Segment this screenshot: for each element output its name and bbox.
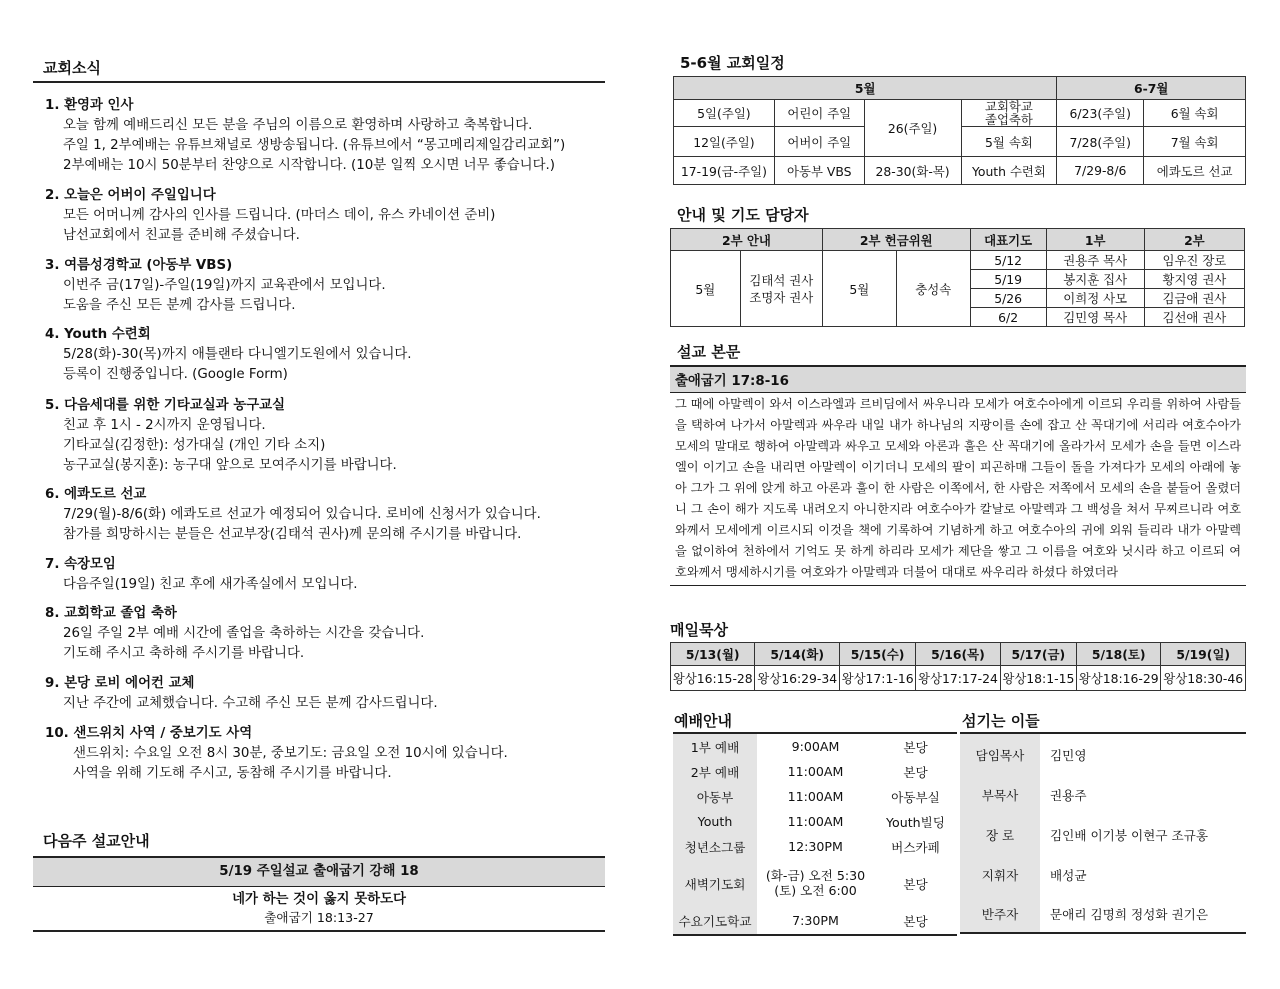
guide-header: 1부 [1046,229,1144,251]
service-name: 새벽기도회 [673,859,757,907]
news-item-line: 26일 주일 2부 예배 시간에 졸업을 축하하는 시간을 갖습니다. [63,626,425,641]
news-item-5 [45,396,397,476]
schedule-cell: 17-19(금-주일) [674,157,775,185]
news-divider [33,81,605,83]
servant-names: 김민영 [1050,747,1087,763]
guide-header: 2부 [1144,229,1244,251]
prayer-1bu: 김민영 목사 [1046,308,1144,327]
service-time-line: (화-금) 오전 5:30 [765,868,866,883]
schedule-cell: 26(주일) [864,100,961,157]
schedule-cell: 7/29-8/6 [1057,157,1144,185]
schedule-title: 5-6월 교회일정 [680,54,785,72]
service-time: 9:00AM [791,739,840,754]
next-sermon-title: 다음주 설교안내 [43,832,150,850]
devotion-day: 5/15(수) [839,643,915,666]
news-item-8 [45,604,424,664]
service-place: 본당 [903,765,928,780]
devotion-passage: 왕상17:1-16 [839,666,915,691]
news-item-4 [45,325,412,385]
usher-name: 김태석 권사 [749,272,814,288]
devotion-passage: 왕상18:16-29 [1076,666,1160,691]
news-item-line: 등록이 진행중입니다. (Google Form) [63,367,288,382]
prayer-2bu: 임우진 장로 [1144,251,1244,270]
schedule-cell [961,100,1057,127]
schedule-cell: 어린이 주일 [774,100,864,127]
service-name: Youth [673,809,757,834]
prayer-date: 6/2 [970,308,1046,327]
devotion-day: 5/18(토) [1076,643,1160,666]
guide-table [670,228,1245,327]
servant-names: 배성균 [1050,867,1087,883]
news-item-line: 7/29(월)-8/6(화) 에콰도르 선교가 예정되어 있습니다. 로비에 신청서가 있습니다. [63,507,541,522]
services-box [673,732,957,936]
service-time: 11:00AM [787,764,844,779]
news-item-line: 다음주일(19일) 친교 후에 새가족실에서 모입니다. [63,577,358,592]
news-item-line: 2부예배는 10시 50분부터 찬양으로 시작합니다. (10분 일찍 오시면 너무 좋습니다.) [63,158,556,173]
guide-header: 대표기도 [970,229,1046,251]
news-item-9 [45,674,438,714]
service-place: 본당 [903,876,928,892]
servant-role: 반주자 [960,894,1040,932]
schedule-cell: 5월 속회 [961,127,1057,157]
sermon-title: 설교 본문 [677,343,741,361]
devotion-passage: 왕상16:15-28 [671,666,755,691]
devotion-passage: 왕상16:29-34 [755,666,839,691]
sermon-reference: 출애굽기 17:8-16 [670,367,1246,393]
news-item-line: 주일 1, 2부예배는 유튜브채널로 생방송됩니다. (유튜브에서 “몽고메리제일감리교회”) [63,138,566,153]
prayer-1bu: 권용주 목사 [1046,251,1144,270]
services-table [673,734,957,934]
schedule-cell-line: 교회학교 [984,99,1033,114]
news-item-line: 사역을 위해 기도해 주시고, 동참해 주시기를 바랍니다. [73,766,392,781]
devotion-table [670,642,1246,691]
devotion-title: 매일묵상 [670,621,728,639]
schedule-cell-line: 졸업축하 [984,112,1033,127]
servant-role: 담임목사 [960,734,1040,774]
schedule-cell: 7/28(주일) [1057,127,1144,157]
servant-names: 권용주 [1050,787,1087,803]
prayer-2bu: 김선애 권사 [1144,308,1244,327]
service-name: 아동부 [673,784,757,809]
guide-month: 5월 [671,251,741,327]
news-item-line: 도움을 주신 모든 분께 감사를 드립니다. [63,298,296,313]
news-item-title: 8. 교회학교 졸업 축하 [45,606,177,621]
prayer-date: 5/26 [970,289,1046,308]
service-place: 버스카페 [891,840,940,855]
schedule-table [673,76,1246,185]
news-item-10 [45,724,508,784]
service-place: 아동부실 [891,790,940,805]
news-item-line: 오늘 함께 예배드리신 모든 분을 주님의 이름으로 환영하며 사랑하고 축복합니다. [63,118,533,133]
schedule-may-header: 5월 [674,77,1057,100]
news-item-3 [45,256,386,316]
news-item-title: 9. 본당 로비 에어컨 교체 [45,676,195,691]
devotion-day: 5/14(화) [755,643,839,666]
news-item-line: 친교 후 1시 - 2시까지 운영됩니다. [63,418,266,433]
prayer-date: 5/19 [970,270,1046,289]
schedule-cell: 아동부 VBS [774,157,864,185]
prayer-2bu: 황지영 권사 [1144,270,1244,289]
service-time [757,859,874,907]
next-sermon-heading: 네가 하는 것이 옳지 못하도다 [232,892,406,907]
servant-names: 문애리 김명희 정성화 권기은 [1050,906,1208,922]
news-item-line: 지난 주간에 교체했습니다. 수고해 주신 모든 분께 감사드립니다. [63,696,438,711]
guide-header: 2부 헌금위원 [822,229,970,251]
news-item-title: 1. 환영과 인사 [45,98,134,113]
schedule-junjul-header: 6-7월 [1057,77,1246,100]
sermon-passage-text: 그 때에 아말렉이 와서 이스라엘과 르비딤에서 싸우니라 모세가 여호수아에게 이르되 우리를 위하여 사람들을 택하여 나가서 아말렉과 싸우라 내일 내가 하나님의 지팡이를 손에 잡고 산 꼭대기에 서리라 여호수아가 모세의 말대로 행하여 아말렉과 싸우고 모세와 아론과 훌은 산 꼭대기에 올라가서 모세가 손을 들면 이스라엘이 이기고 손을 내리면 아말렉이 이기더니 모세의 팔이 피곤하매 그들이 돌을 가져다가 모세의 아래에 놓아 그가 그 위에 앉게 하고 아론과 훌이 한 사람은 이쪽에서, 한 사람은 저쪽에서 모세의 손을 붙들어 올렸더니 그 손이 해가 지도록 내려오지 아니한지라 여호수아가 칼날로 아말렉과 그 백성을 쳐서 무찌르니라 여호와께서 모세에게 이르시되 이것을 책에 기록하여 기념하게 하고 여호수아의 귀에 외워 들리라 내가 아말렉을 없이하여 천하에서 기억도 못 하게 하리라 모세가 제단을 쌓고 그 이름을 여호와 닛시라 하고 이르되 여호와께서 맹세하시기를 여호와가 아말렉과 더불어 대대로 싸우리라 하셨다 하였더라 [675,397,1241,579]
devotion-day: 5/13(월) [671,643,755,666]
devotion-passage: 왕상18:1-15 [1000,666,1076,691]
servants-title: 섬기는 이들 [962,712,1040,730]
news-item-line: 이번주 금(17일)-주일(19일)까지 교육관에서 모입니다. [63,278,386,293]
devotion-passage: 왕상18:30-46 [1161,666,1246,691]
servant-names: 김인배 이기붕 이현구 조규홍 [1050,827,1208,843]
news-item-line: 농구교실(봉지훈): 농구대 앞으로 모여주시기를 바랍니다. [63,458,397,473]
servants-table [960,734,1246,932]
service-name: 2부 예배 [673,759,757,784]
prayer-1bu: 이희정 사모 [1046,289,1144,308]
service-time: 12:30PM [788,839,843,854]
servants-box [960,732,1246,934]
sermon-box [670,365,1246,586]
prayer-2bu: 김금애 권사 [1144,289,1244,308]
devotion-day: 5/16(목) [916,643,1000,666]
schedule-cell: 6월 속회 [1144,100,1246,127]
next-sermon-passage: 출애굽기 18:13-27 [264,910,374,925]
news-item-title: 6. 에콰도르 선교 [45,487,147,502]
news-item-line: 5/28(화)-30(목)까지 애틀랜타 다니엘기도원에서 있습니다. [63,347,412,362]
news-item-line: 참가를 희망하시는 분들은 선교부장(김태석 권사)께 문의해 주시기를 바랍니다. [63,527,522,542]
services-title: 예배안내 [674,712,732,730]
service-time: 7:30PM [792,913,839,928]
schedule-cell: 어버이 주일 [774,127,864,157]
news-item-line: 남선교회에서 친교를 준비해 주셨습니다. [63,228,300,243]
schedule-cell: 12일(주일) [674,127,775,157]
news-item-line: 기타교실(김정한): 성가대실 (개인 기타 소지) [63,438,326,453]
next-sermon-header: 5/19 주일설교 출애굽기 강해 18 [33,858,605,887]
servant-role: 장 로 [960,814,1040,854]
servant-role: 부목사 [960,774,1040,814]
service-place: 본당 [903,914,928,929]
next-sermon-box [33,856,605,932]
service-time-line: (토) 오전 6:00 [774,883,857,898]
service-name: 1부 예배 [673,734,757,759]
news-item-2 [45,186,495,246]
schedule-cell: 28-30(화-목) [864,157,961,185]
devotion-day: 5/17(금) [1000,643,1076,666]
news-item-title: 7. 속장모임 [45,557,116,572]
guide-month: 5월 [822,251,896,327]
guide-offering: 충성속 [896,251,970,327]
news-item-6 [45,485,541,545]
service-name: 청년소그룹 [673,834,757,859]
guide-ushers [740,251,822,327]
news-item-title: 5. 다음세대를 위한 기타교실과 농구교실 [45,398,286,413]
service-name: 수요기도학교 [673,907,757,934]
service-time: 11:00AM [787,814,844,829]
devotion-passage: 왕상17:17-24 [916,666,1000,691]
schedule-cell: 7월 속회 [1144,127,1246,157]
guide-header: 2부 안내 [671,229,823,251]
news-item-line: 샌드위치: 수요일 오전 8시 30분, 중보기도: 금요일 오전 10시에 있습니다. [73,746,508,761]
prayer-date: 5/12 [970,251,1046,270]
news-title: 교회소식 [43,59,101,77]
guide-title: 안내 및 기도 담당자 [677,206,809,224]
news-item-title: 10. 샌드위치 사역 / 중보기도 사역 [45,726,253,741]
prayer-1bu: 봉지훈 집사 [1046,270,1144,289]
news-item-title: 4. Youth 수련회 [45,327,151,342]
devotion-day: 5/19(일) [1161,643,1246,666]
schedule-cell: 5일(주일) [674,100,775,127]
news-item-line: 모든 어머니께 감사의 인사를 드립니다. (마더스 데이, 유스 카네이션 준비) [63,208,496,223]
usher-name: 조명자 권사 [749,289,814,305]
service-time: 11:00AM [787,789,844,804]
service-place: 본당 [903,740,928,755]
servant-role: 지휘자 [960,854,1040,894]
news-item-title: 2. 오늘은 어버이 주일입니다 [45,188,216,203]
schedule-cell: 6/23(주일) [1057,100,1144,127]
schedule-cell: 에콰도르 선교 [1144,157,1246,185]
news-item-1 [45,96,565,176]
news-item-7 [45,555,358,595]
service-place: Youth빌딩 [886,815,945,830]
news-item-title: 3. 여름성경학교 (아동부 VBS) [45,258,233,273]
news-item-line: 기도해 주시고 축하해 주시기를 바랍니다. [63,646,305,661]
schedule-cell: Youth 수련회 [961,157,1057,185]
